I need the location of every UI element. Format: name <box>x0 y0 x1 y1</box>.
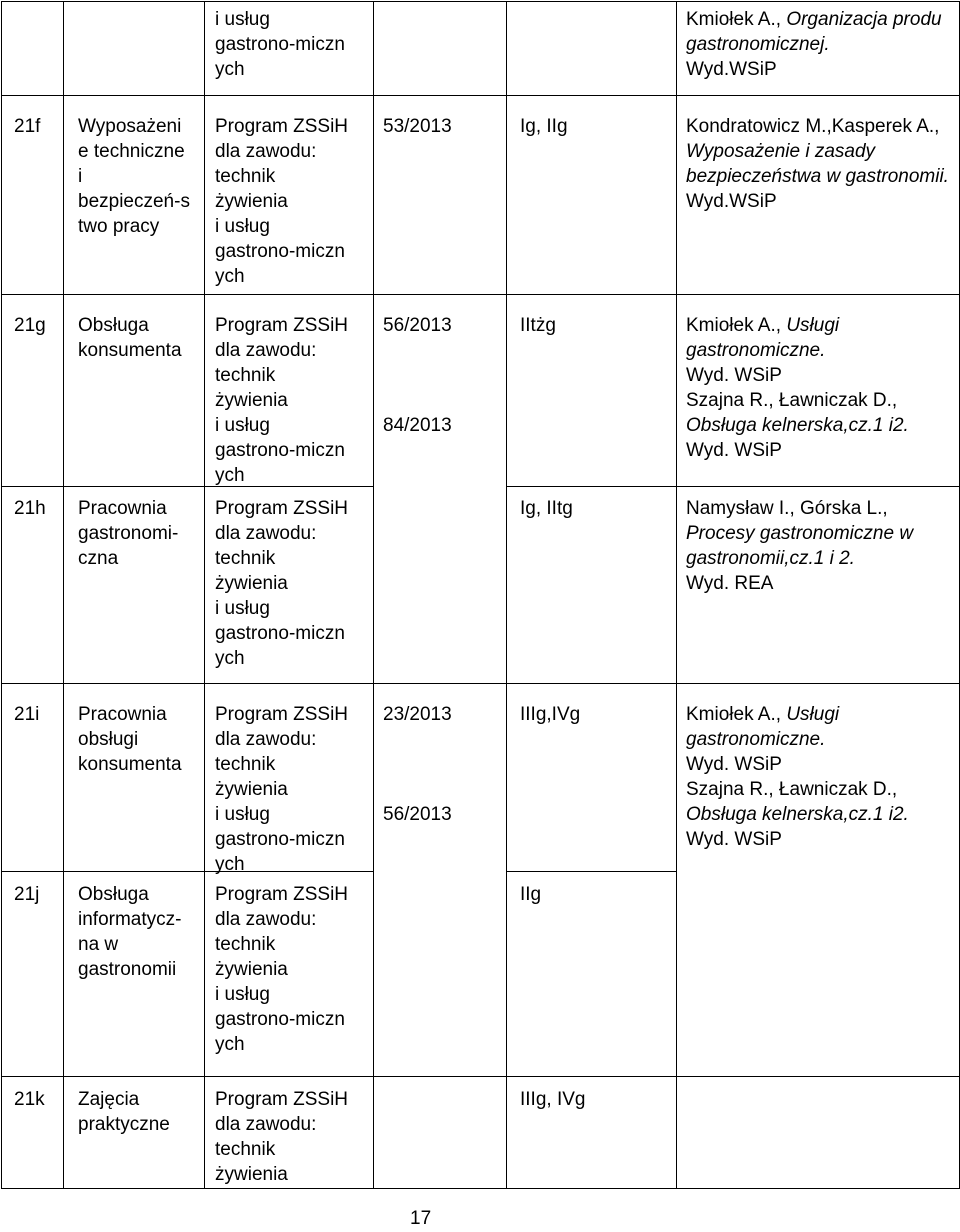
program-line: i usług <box>215 598 270 619</box>
program-line: ych <box>215 648 245 669</box>
row-divider <box>1 683 960 684</box>
subject-line: na w <box>78 934 119 955</box>
book-line: Procesy gastronomiczne w <box>686 523 914 544</box>
book-line: bezpieczeństwa w gastronomii. <box>686 166 949 187</box>
column-divider <box>676 1 677 1189</box>
class-list: Ig, IIg <box>520 116 568 137</box>
program-line: Program ZSSiH <box>215 498 349 519</box>
subject-line: konsumenta <box>78 754 182 775</box>
program-line: dla zawodu: <box>215 141 317 162</box>
book-line: Wyd. WSiP <box>686 365 782 386</box>
program-line: ych <box>215 854 245 875</box>
row-divider <box>1 1 960 2</box>
class-list: IItżg <box>520 315 556 336</box>
approval-number: 84/2013 <box>383 415 452 436</box>
program-line: i usług <box>215 9 270 30</box>
program-line: dla zawodu: <box>215 909 317 930</box>
book-line: gastronomiczne. <box>686 340 826 361</box>
program-line: dla zawodu: <box>215 729 317 750</box>
column-divider <box>204 1 205 1189</box>
program-line: Program ZSSiH <box>215 116 349 137</box>
row-divider <box>1 871 373 872</box>
row-id: 21j <box>14 884 40 905</box>
approval-number: 53/2013 <box>383 116 452 137</box>
book-line: Kmiołek A., Organizacja produ <box>686 9 942 30</box>
row-id: 21g <box>14 315 46 336</box>
program-line: technik <box>215 548 276 569</box>
program-line: żywienia <box>215 1164 288 1185</box>
class-list: IIg <box>520 884 542 905</box>
subject-line: Obsługa <box>78 315 149 336</box>
program-line: żywienia <box>215 191 288 212</box>
book-line: Obsługa kelnerska,cz.1 i2. <box>686 415 909 436</box>
class-list: Ig, IItg <box>520 498 573 519</box>
book-line: Kondratowicz M.,Kasperek A., <box>686 116 940 137</box>
row-divider <box>1 294 960 295</box>
program-line: żywienia <box>215 390 288 411</box>
book-line: gastronomii,cz.1 i 2. <box>686 548 855 569</box>
program-line: gastrono-miczn <box>215 829 345 850</box>
book-line: Kmiołek A., Usługi <box>686 315 840 336</box>
program-line: technik <box>215 934 276 955</box>
column-divider <box>373 1 374 1189</box>
book-line: Wyd. WSiP <box>686 440 782 461</box>
row-id: 21k <box>14 1089 45 1110</box>
row-divider <box>506 486 960 487</box>
subject-line: konsumenta <box>78 340 182 361</box>
row-divider <box>1 1076 960 1077</box>
row-id: 21i <box>14 704 40 725</box>
book-line: Wyd.WSiP <box>686 59 777 80</box>
row-divider <box>1 486 373 487</box>
book-line: Wyd. REA <box>686 573 774 594</box>
program-line: gastrono-miczn <box>215 623 345 644</box>
approval-number: 56/2013 <box>383 315 452 336</box>
book-line: gastronomicznej. <box>686 34 830 55</box>
subject-line: e techniczne <box>78 141 185 162</box>
program-line: żywienia <box>215 959 288 980</box>
subject-line: informatycz- <box>78 909 182 930</box>
subject-line: Obsługa <box>78 884 149 905</box>
column-divider <box>506 1 507 1189</box>
book-line: gastronomiczne. <box>686 729 826 750</box>
approval-number: 56/2013 <box>383 804 452 825</box>
program-line: żywienia <box>215 779 288 800</box>
column-divider <box>63 1 64 1189</box>
row-id: 21f <box>14 116 41 137</box>
book-line: Wyposażenie i zasady <box>686 141 876 162</box>
program-line: dla zawodu: <box>215 1114 317 1135</box>
book-line: Wyd. WSiP <box>686 829 782 850</box>
book-line: Szajna R., Ławniczak D., <box>686 779 898 800</box>
program-line: ych <box>215 1034 245 1055</box>
subject-line: Zajęcia <box>78 1089 140 1110</box>
program-line: ych <box>215 266 245 287</box>
class-list: IIIg,IVg <box>520 704 581 725</box>
book-line: Szajna R., Ławniczak D., <box>686 390 898 411</box>
row-divider <box>1 95 960 96</box>
program-line: gastrono-miczn <box>215 1009 345 1030</box>
subject-line: czna <box>78 548 119 569</box>
program-line: technik <box>215 166 276 187</box>
column-divider <box>1 1 2 1189</box>
subject-line: Wyposażeni <box>78 116 182 137</box>
book-line: Wyd.WSiP <box>686 191 777 212</box>
subject-line: obsługi <box>78 729 139 750</box>
page-number: 17 <box>410 1208 432 1229</box>
program-line: i usług <box>215 804 270 825</box>
book-line: Obsługa kelnerska,cz.1 i2. <box>686 804 909 825</box>
book-line: Kmiołek A., Usługi <box>686 704 840 725</box>
subject-line: bezpieczeń-s <box>78 191 190 212</box>
program-line: Program ZSSiH <box>215 884 349 905</box>
row-divider <box>1 1188 960 1189</box>
program-line: ych <box>215 465 245 486</box>
program-line: Program ZSSiH <box>215 315 349 336</box>
program-line: gastrono-miczn <box>215 241 345 262</box>
subject-line: praktyczne <box>78 1114 170 1135</box>
subject-line: two pracy <box>78 216 160 237</box>
program-line: gastrono-miczn <box>215 34 345 55</box>
program-line: żywienia <box>215 573 288 594</box>
approval-number: 23/2013 <box>383 704 452 725</box>
program-line: dla zawodu: <box>215 340 317 361</box>
book-line: Wyd. WSiP <box>686 754 782 775</box>
subject-line: i <box>78 166 83 187</box>
row-divider <box>506 871 676 872</box>
program-line: i usług <box>215 984 270 1005</box>
subject-line: gastronomi- <box>78 523 179 544</box>
program-line: i usług <box>215 415 270 436</box>
row-id: 21h <box>14 498 46 519</box>
program-line: Program ZSSiH <box>215 1089 349 1110</box>
program-line: technik <box>215 754 276 775</box>
subject-line: Pracownia <box>78 498 167 519</box>
program-line: ych <box>215 59 245 80</box>
program-line: i usług <box>215 216 270 237</box>
class-list: IIIg, IVg <box>520 1089 586 1110</box>
book-line: Namysław I., Górska L., <box>686 498 888 519</box>
subject-line: gastronomii <box>78 959 177 980</box>
program-line: gastrono-miczn <box>215 440 345 461</box>
program-line: technik <box>215 1139 276 1160</box>
subject-line: Pracownia <box>78 704 167 725</box>
program-line: Program ZSSiH <box>215 704 349 725</box>
program-line: technik <box>215 365 276 386</box>
program-line: dla zawodu: <box>215 523 317 544</box>
